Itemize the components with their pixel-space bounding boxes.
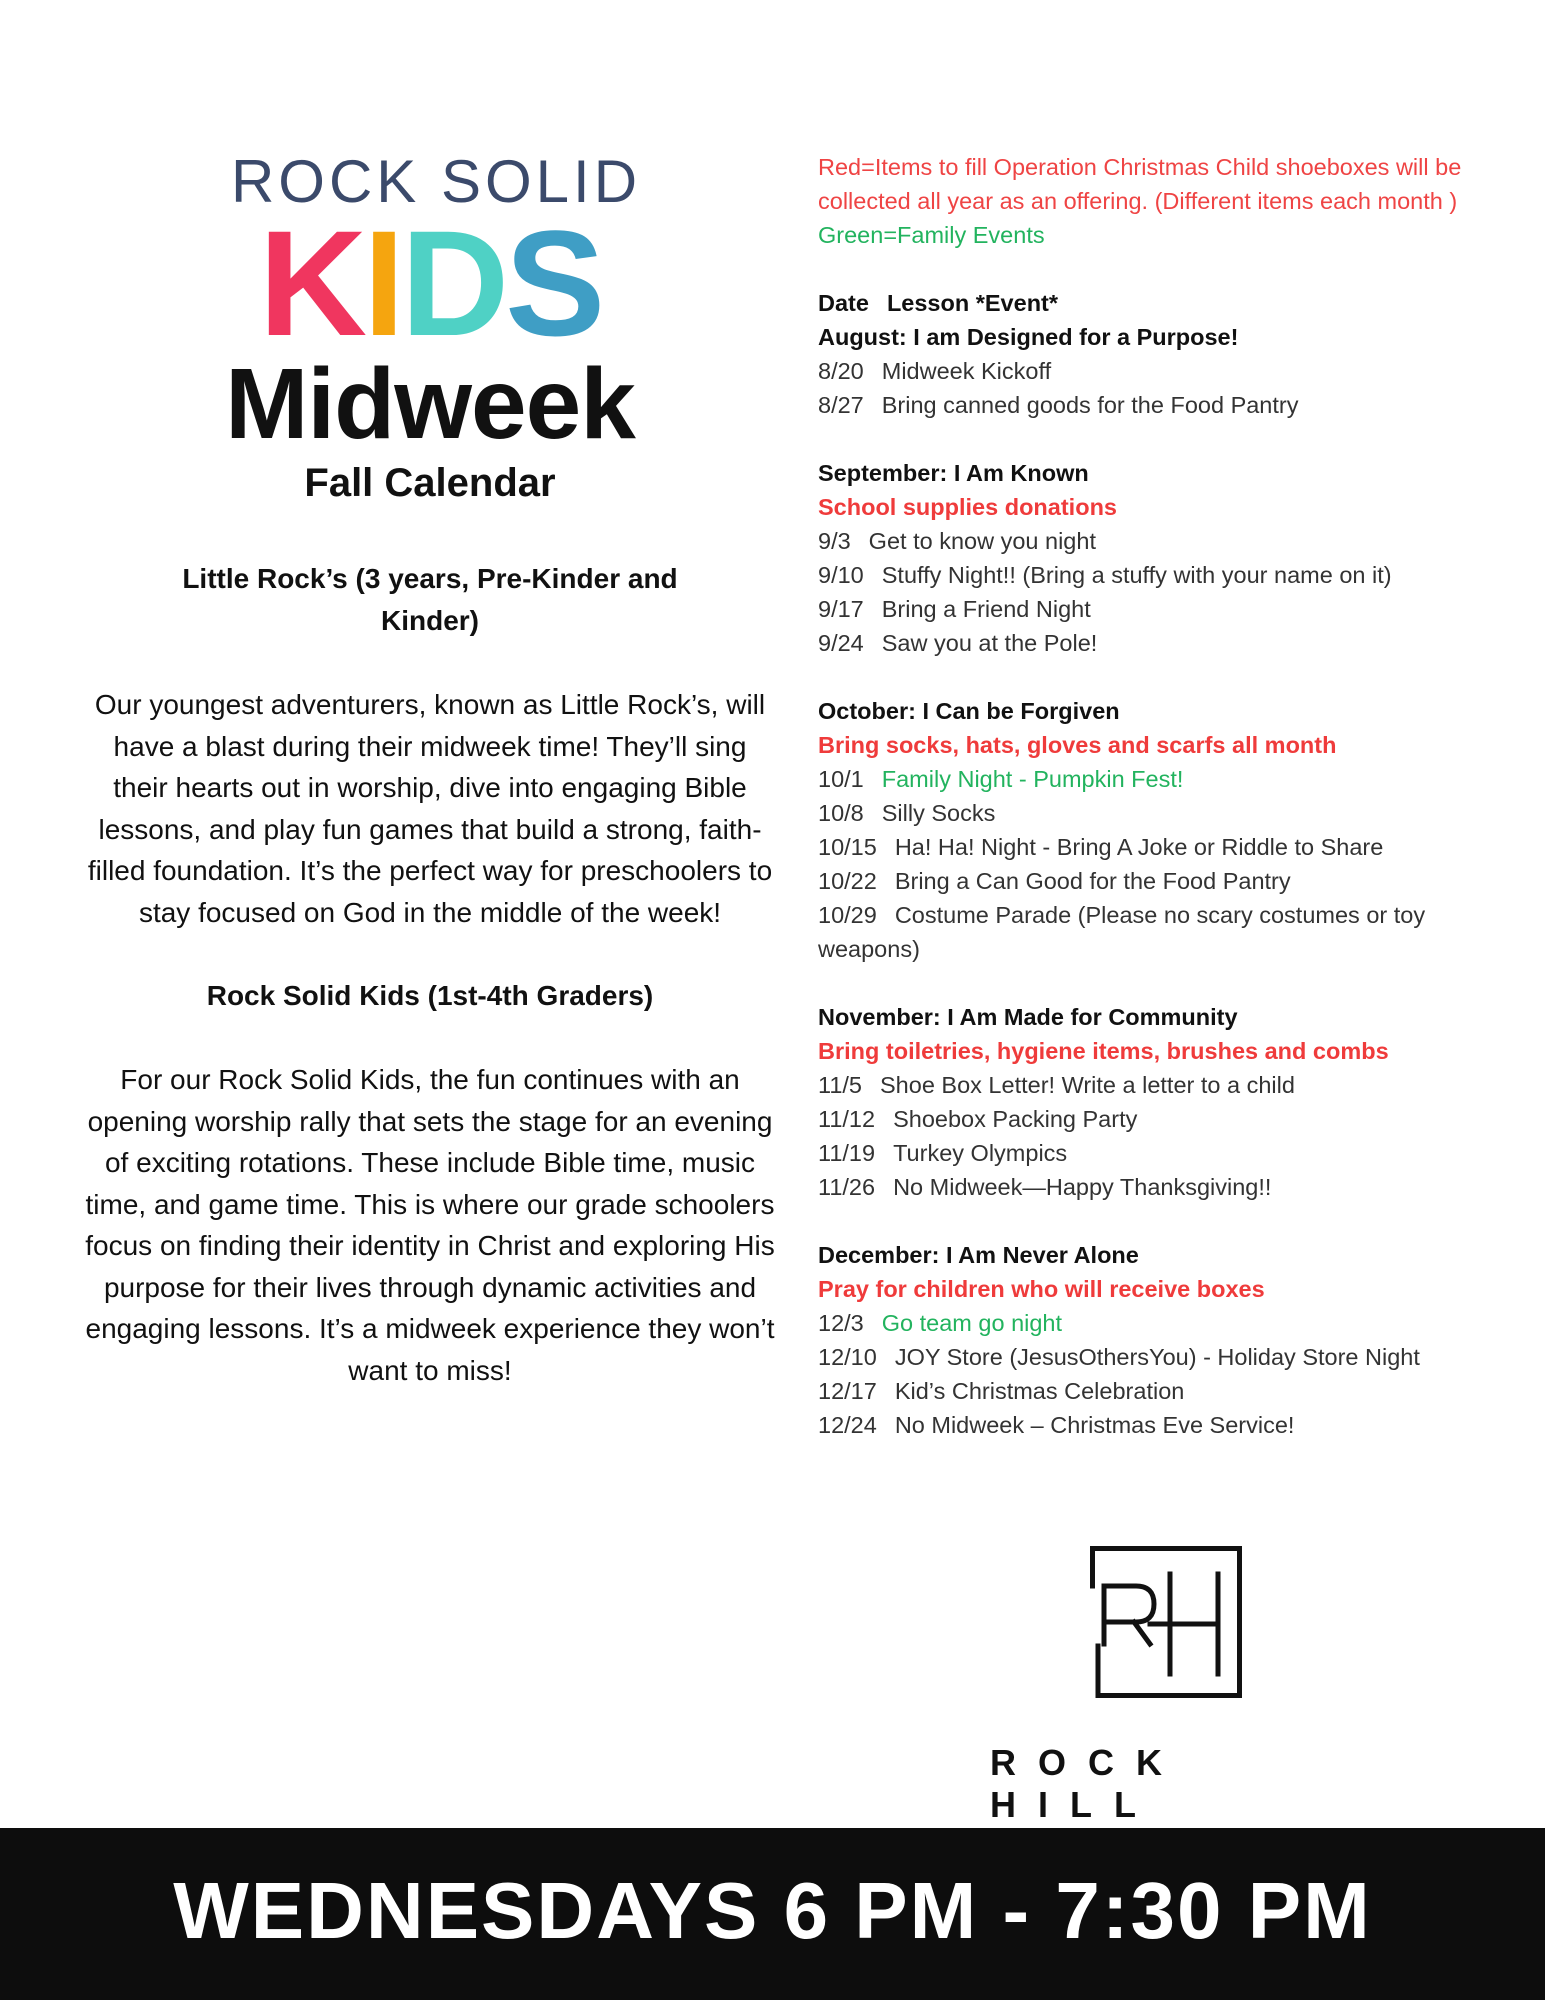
calendar-item-date: 12/24 (818, 1412, 877, 1438)
month-block (818, 1000, 1518, 1204)
calendar-item-text: Shoe Box Letter! Write a letter to a child (880, 1072, 1295, 1098)
calendar-item-date: 12/3 (818, 1310, 864, 1336)
calendar-item-text: Midweek Kickoff (881, 358, 1052, 384)
calendar-item-date: 8/27 (818, 392, 864, 418)
calendar-item-text: Stuffy Night!! (Bring a stuffy with your name on it) (881, 562, 1392, 588)
month-block (818, 1238, 1518, 1442)
section-body-rock-solid-kids: For our Rock Solid Kids, the fun continues with an opening worship rally that sets the stage for an evening of exciting rotations. These include Bible time, music time, and game time. This is where our grade schoolers focus on finding their identity in Christ and exploring His purpose for their lives through dynamic activities and engaging lessons. It’s a midweek experience they won’t want to miss! (85, 1064, 775, 1386)
brand-kids (60, 199, 800, 367)
page-subtitle: Fall Calendar (304, 461, 556, 505)
calendar-item-date: 10/22 (818, 868, 877, 894)
calendar-item-text: Go team go night (881, 1310, 1063, 1336)
calendar-item-date: 10/15 (818, 834, 877, 860)
month-block (818, 320, 1518, 422)
header-lesson: Lesson *Event* (886, 290, 1059, 316)
month-title: October: I Can be Forgiven (818, 698, 1120, 724)
calendar-column (818, 150, 1518, 1442)
calendar-item (818, 796, 1518, 830)
calendar-item-text: Bring canned goods for the Food Pantry (881, 392, 1299, 418)
calendar-item (818, 1068, 1518, 1102)
kids-letter-k: K (258, 199, 364, 367)
calendar-item-date: 12/17 (818, 1378, 877, 1404)
calendar-item (818, 762, 1518, 796)
calendar-item-date: 10/29 (818, 902, 877, 928)
calendar-item-date: 9/3 (818, 528, 851, 554)
month-title: August: I am Designed for a Purpose! (818, 324, 1239, 350)
month-list (818, 320, 1518, 1442)
legend-red: Red=Items to fill Operation Christmas Child shoeboxes will be collected all year as an offering. (Different items each month ) (818, 154, 1462, 214)
calendar-item (818, 1102, 1518, 1136)
month-collection-item: School supplies donations (818, 494, 1117, 520)
month-title: December: I Am Never Alone (818, 1242, 1139, 1268)
calendar-item-text: JOY Store (JesusOthersYou) - Holiday Store Night (894, 1344, 1420, 1370)
calendar-item (818, 898, 1518, 966)
header-date: Date (818, 290, 869, 316)
calendar-item-date: 11/19 (818, 1140, 876, 1166)
rock-hill-name: ROCK HILL (990, 1742, 1184, 1825)
section-body-little-rocks: Our youngest adventurers, known as Little Rock’s, will have a blast during their midweek time! They’ll sing their hearts out in worship, dive into engaging Bible lessons, and play fun games that build a strong, faith-filled foundation. It’s the perfect way for preschoolers to stay focused on God in the middle of the week! (87, 689, 773, 928)
calendar-item (818, 524, 1518, 558)
calendar-item-date: 9/24 (818, 630, 864, 656)
calendar-item-text: Costume Parade (Please no scary costumes or toy weapons) (818, 902, 1426, 962)
calendar-item (818, 1136, 1518, 1170)
calendar-item (818, 1374, 1518, 1408)
calendar-item-text: Ha! Ha! Night - Bring A Joke or Riddle to Share (894, 834, 1384, 860)
calendar-item-date: 11/26 (818, 1174, 876, 1200)
footer-bar (0, 1828, 1545, 2000)
calendar-item-text: Kid’s Christmas Celebration (894, 1378, 1185, 1404)
calendar-item-text: Saw you at the Pole! (881, 630, 1098, 656)
month-title: November: I Am Made for Community (818, 1004, 1238, 1030)
calendar-item (818, 1340, 1518, 1374)
calendar-item (818, 1306, 1518, 1340)
calendar-item (818, 388, 1518, 422)
month-block (818, 456, 1518, 660)
kids-letter-i: I (363, 199, 401, 367)
brand-rock-solid: ROCK SOLID (230, 148, 642, 215)
legend-green: Green=Family Events (818, 222, 1045, 248)
month-collection-item: Bring toiletries, hygiene items, brushes and combs (818, 1038, 1389, 1064)
calendar-item-text: Family Night - Pumpkin Fest! (881, 766, 1184, 792)
calendar-item (818, 626, 1518, 660)
calendar-item-date: 10/1 (818, 766, 864, 792)
calendar-item-date: 12/10 (818, 1344, 877, 1370)
calendar-item-text: Get to know you night (868, 528, 1096, 554)
kids-letter-d: D (400, 199, 506, 367)
calendar-item-text: Turkey Olympics (893, 1140, 1068, 1166)
calendar-item-date: 8/20 (818, 358, 864, 384)
calendar-item-text: Silly Socks (881, 800, 996, 826)
calendar-item-text: Shoebox Packing Party (893, 1106, 1138, 1132)
month-block (818, 694, 1518, 966)
calendar-item-text: No Midweek – Christmas Eve Service! (894, 1412, 1295, 1438)
calendar-item-date: 10/8 (818, 800, 864, 826)
calendar-item-date: 11/5 (818, 1072, 862, 1098)
section-title-rock-solid-kids: Rock Solid Kids (1st-4th Graders) (206, 980, 654, 1011)
section-title-little-rocks: Little Rock’s (3 years, Pre-Kinder and Kinder) (182, 563, 678, 636)
calendar-item-text: Bring a Friend Night (881, 596, 1091, 622)
calendar-header-row (818, 286, 1518, 320)
month-collection-item: Bring socks, hats, gloves and scarfs all month (818, 732, 1337, 758)
calendar-item-date: 11/12 (818, 1106, 876, 1132)
calendar-item-text: Bring a Can Good for the Food Pantry (894, 868, 1291, 894)
month-title: September: I Am Known (818, 460, 1089, 486)
left-column (60, 150, 800, 1391)
calendar-item (818, 1170, 1518, 1204)
calendar-item-text: No Midweek—Happy Thanksgiving!! (893, 1174, 1272, 1200)
calendar-item (818, 830, 1518, 864)
footer-schedule: WEDNESDAYS 6 PM - 7:30 PM (173, 1866, 1372, 1955)
calendar-item (818, 1408, 1518, 1442)
calendar-item (818, 354, 1518, 388)
rock-hill-monogram-icon (1090, 1546, 1242, 1698)
kids-letter-s: S (505, 199, 602, 367)
brand-midweek: Midweek (225, 348, 635, 460)
calendar-item (818, 558, 1518, 592)
calendar-item (818, 864, 1518, 898)
calendar-item-date: 9/10 (818, 562, 864, 588)
calendar-item (818, 592, 1518, 626)
calendar-item-date: 9/17 (818, 596, 864, 622)
month-collection-item: Pray for children who will receive boxes (818, 1276, 1265, 1302)
